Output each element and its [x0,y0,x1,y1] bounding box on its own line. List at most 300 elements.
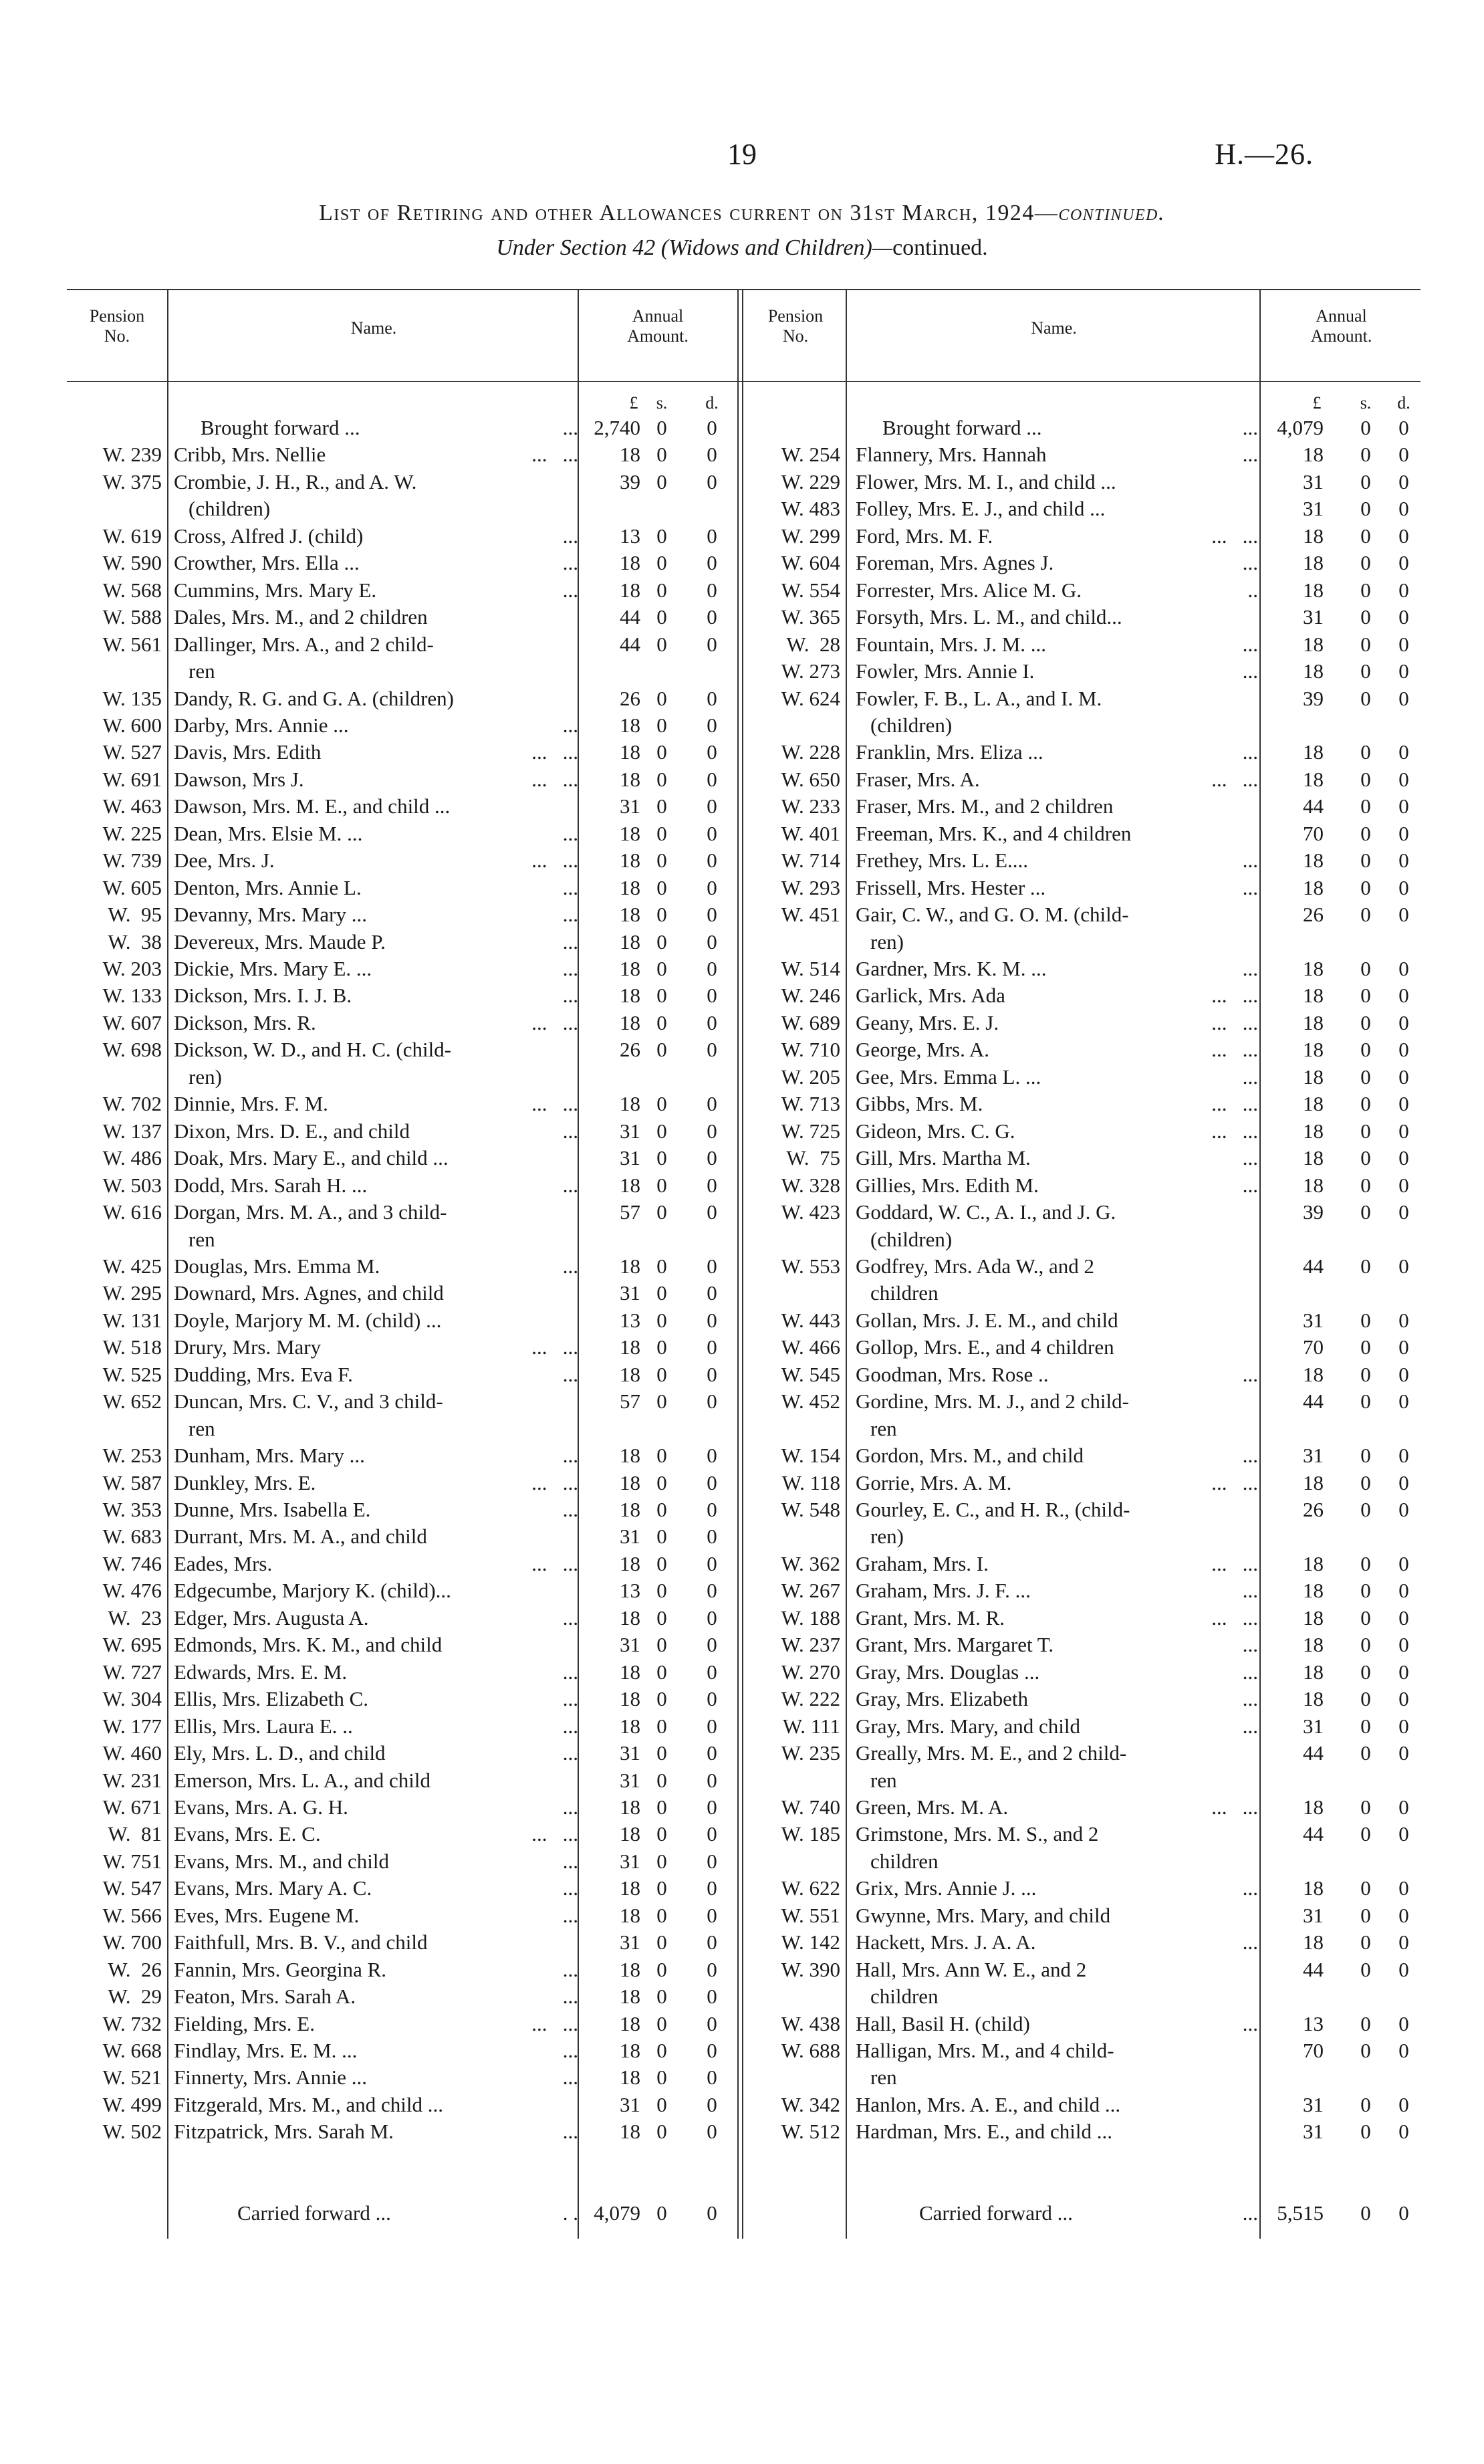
amount-shillings: 0 [656,578,667,602]
amount-shillings: 0 [656,984,667,1007]
amount-shillings: 0 [656,1309,667,1332]
amount-pence: 0 [707,822,717,845]
pension-number: W. 466 [781,1335,840,1359]
amount-shillings: 0 [1360,794,1371,818]
amount-shillings: 0 [1360,849,1371,872]
pension-number: W. 239 [102,443,162,466]
pensioner-name: Gourley, E. C., and H. R., (child- [856,1498,1130,1521]
amount-pence: 0 [1398,1119,1409,1143]
amount-pounds: 18 [1303,578,1324,602]
leader-dots: ... [562,984,578,1007]
amount-shillings: 0 [656,1281,667,1305]
amount-shillings: 0 [656,1092,667,1115]
amount-shillings: 0 [656,1904,667,1927]
amount-pounds: 26 [1303,1498,1324,1521]
pension-number: W. 246 [781,984,840,1007]
amount-pounds: 18 [620,1795,640,1819]
amount-pence: 0 [707,1498,717,1521]
leader-dots: ... [1242,659,1258,683]
amount-shillings: 0 [1360,1876,1371,1900]
pensioner-name: Gray, Mrs. Elizabeth [856,1687,1028,1710]
leader-dots: ... [562,1444,578,1467]
amount-pounds: 18 [620,2039,640,2062]
amount-pence: 0 [1398,740,1409,764]
amount-pence: 0 [707,1904,717,1927]
amount-pence: 0 [1398,1173,1409,1197]
table-top-rule [67,289,1420,290]
pensioner-name-cont: ren) [870,930,904,954]
pension-number: W. 514 [781,957,840,980]
amount-shillings: 0 [1360,1822,1371,1845]
amount-pounds: 18 [1303,876,1324,899]
amount-shillings: 0 [1360,1687,1371,1710]
leader-dots: ... ... [1211,1552,1258,1575]
amount-shillings: 0 [656,1876,667,1900]
amount-pence: 0 [1398,1741,1409,1765]
pensioner-name-cont: ren) [870,1525,904,1548]
pension-number: W. 26 [108,1958,162,1981]
pensioner-name: Flower, Mrs. M. I., and child ... [856,470,1116,493]
pension-number: W. 605 [102,876,162,899]
amount-shillings: 0 [1360,2093,1371,2116]
amount-pence: 0 [1398,849,1409,872]
pensioner-name: Flannery, Mrs. Hannah [856,443,1047,466]
pension-number: W. 502 [102,2120,162,2143]
pension-number: W. 688 [781,2039,840,2062]
leader-dots: ... ... [1211,1119,1258,1143]
pensioner-name: Grix, Mrs. Annie J. ... [856,1876,1037,1900]
leader-dots: ... [562,1173,578,1197]
amount-shillings: 0 [1360,1200,1371,1224]
amount-shillings: 0 [656,1741,667,1765]
leader-dots: ... ... [1211,984,1258,1007]
pensioner-name: Fountain, Mrs. J. M. ... [856,633,1047,656]
amount-pence: 0 [1398,1687,1409,1710]
left-carried-forward-label: Carried forward ... [237,2201,391,2225]
pensioner-name-cont: children [870,1985,939,2008]
pension-number: W. 131 [102,1309,162,1332]
pensioner-name: Faithfull, Mrs. B. V., and child [174,1930,428,1954]
pensioner-name: Geany, Mrs. E. J. [856,1011,999,1034]
amount-pounds: 70 [1303,822,1324,845]
leader-dots: ... ... [531,740,578,764]
amount-pence: 0 [1398,1065,1409,1089]
leader-dots: ... ... [531,2012,578,2035]
right-carried-forward-shillings: 0 [1360,2201,1371,2225]
amount-pence: 0 [707,605,717,629]
pension-number: W. 710 [781,1038,840,1061]
amount-pounds: 44 [620,605,640,629]
amount-pounds: 18 [1303,1092,1324,1115]
amount-pounds: 18 [620,957,640,980]
amount-pence: 0 [707,1471,717,1494]
amount-pounds: 70 [1303,2039,1324,2062]
leader-dots: ... [562,930,578,954]
amount-shillings: 0 [656,2120,667,2143]
pensioner-name-cont: (children) [870,1228,953,1251]
amount-shillings: 0 [656,1471,667,1494]
leader-dots: ... [562,1687,578,1710]
pension-number: W. 237 [781,1633,840,1656]
amount-pounds: 18 [620,740,640,764]
pensioner-name: Darby, Mrs. Annie ... [174,713,349,737]
amount-pounds: 18 [1303,1173,1324,1197]
left-pension-no-header: Pension No. [89,306,145,346]
pensioner-name: Forsyth, Mrs. L. M., and child... [856,605,1122,629]
pensioner-name-cont: ren) [189,1065,222,1089]
amount-shillings: 0 [656,1389,667,1413]
amount-pence: 0 [707,740,717,764]
amount-pounds: 18 [1303,957,1324,980]
amount-pounds: 18 [620,1714,640,1738]
pension-number: W. 691 [102,768,162,791]
pension-number: W. 547 [102,1876,162,1900]
amount-shillings: 0 [1360,1904,1371,1927]
amount-shillings: 0 [656,1958,667,1981]
pensioner-name: Franklin, Mrs. Eliza ... [856,740,1043,764]
leader-dots: ... ... [531,1011,578,1034]
left-brought-forward-pounds: 2,740 [594,416,640,439]
leader-dots: ... [1242,443,1258,466]
amount-shillings: 0 [1360,633,1371,656]
pensioner-name: Evans, Mrs. Mary A. C. [174,1876,372,1900]
amount-pence: 0 [707,794,717,818]
amount-shillings: 0 [656,849,667,872]
pension-number: W. 671 [102,1795,162,1819]
amount-pence: 0 [1398,903,1409,926]
right-name-col-rule [846,289,847,2239]
amount-pence: 0 [1398,1254,1409,1278]
amount-pounds: 26 [620,1038,640,1061]
pensioner-name: Fielding, Mrs. E. [174,2012,315,2035]
pensioner-name: Gideon, Mrs. C. G. [856,1119,1015,1143]
pension-number: W. 295 [102,1281,162,1305]
pensioner-name: Godfrey, Mrs. Ada W., and 2 [856,1254,1095,1278]
amount-pence: 0 [1398,687,1409,710]
amount-pounds: 18 [1303,659,1324,683]
amount-pence: 0 [1398,1606,1409,1630]
left-unit-pounds: £ [629,393,638,413]
pensioner-name: Eades, Mrs. [174,1552,273,1575]
amount-pounds: 18 [620,849,640,872]
pension-number: W. 503 [102,1173,162,1197]
amount-pence: 0 [707,1146,717,1169]
amount-pence: 0 [707,984,717,1007]
pension-number: W. 254 [781,443,840,466]
amount-pence: 0 [1398,768,1409,791]
pensioner-name: Gee, Mrs. Emma L. ... [856,1065,1041,1089]
amount-pence: 0 [1398,1389,1409,1413]
amount-pounds: 31 [620,2093,640,2116]
amount-pounds: 18 [620,1254,640,1278]
amount-pounds: 18 [620,1876,640,1900]
pension-number: W. 650 [781,768,840,791]
amount-pounds: 18 [1303,1038,1324,1061]
amount-shillings: 0 [1360,1660,1371,1684]
amount-shillings: 0 [1360,605,1371,629]
pension-number: W. 483 [781,497,840,520]
left-brought-forward-dots: ... [562,416,578,439]
amount-shillings: 0 [1360,1173,1371,1197]
amount-pence: 0 [707,1363,717,1386]
right-pension-no-header: Pension No. [767,306,824,346]
pension-number: W. 740 [781,1795,840,1819]
amount-pence: 0 [1398,1200,1409,1224]
pensioner-name-cont: ren [189,659,215,683]
amount-shillings: 0 [656,1714,667,1738]
amount-shillings: 0 [656,876,667,899]
amount-pence: 0 [707,1985,717,2008]
amount-pence: 0 [707,470,717,493]
pensioner-name: Hardman, Mrs. E., and child ... [856,2120,1112,2143]
amount-shillings: 0 [1360,822,1371,845]
amount-pence: 0 [1398,605,1409,629]
pension-number: W. 293 [781,876,840,899]
amount-pence: 0 [1398,2093,1409,2116]
left-brought-forward-label: Brought forward ... [201,416,360,439]
amount-shillings: 0 [656,1038,667,1061]
pension-number: W. 548 [781,1498,840,1521]
amount-pence: 0 [1398,1444,1409,1467]
pensioner-name: Downard, Mrs. Agnes, and child [174,1281,444,1305]
leader-dots: ... [562,1714,578,1738]
amount-pounds: 26 [620,687,640,710]
amount-shillings: 0 [1360,578,1371,602]
leader-dots: ... [562,1363,578,1386]
amount-pence: 0 [1398,1904,1409,1927]
pension-number: W. 154 [781,1444,840,1467]
pensioner-name-cont: (children) [189,497,271,520]
leader-dots: ... [1242,633,1258,656]
amount-shillings: 0 [1360,1065,1371,1089]
pensioner-name: Hackett, Mrs. J. A. A. [856,1930,1036,1954]
pension-number: W. 551 [781,1904,840,1927]
pension-number: W. 228 [781,740,840,764]
pension-number: W. 95 [108,903,162,926]
amount-pounds: 18 [1303,1930,1324,1954]
pensioner-name: Dickie, Mrs. Mary E. ... [174,957,372,980]
pensioner-name: Edmonds, Mrs. K. M., and child [174,1633,443,1656]
pension-number: W. 425 [102,1254,162,1278]
amount-pounds: 18 [620,1363,640,1386]
left-carried-forward-pence: 0 [707,2201,717,2225]
pensioner-name: Frissell, Mrs. Hester ... [856,876,1046,899]
leader-dots: ... [562,1985,578,2008]
leader-dots: ... [1242,740,1258,764]
amount-pounds: 18 [620,2012,640,2035]
amount-pence: 0 [707,957,717,980]
pensioner-name: Gillies, Mrs. Edith M. [856,1173,1039,1197]
amount-pounds: 18 [1303,1579,1324,1602]
amount-pounds: 18 [620,984,640,1007]
pensioner-name: Eves, Mrs. Eugene M. [174,1904,360,1927]
amount-pounds: 18 [620,1011,640,1034]
amount-pence: 0 [1398,1714,1409,1738]
amount-pence: 0 [707,1741,717,1765]
amount-pence: 0 [1398,1309,1409,1332]
pensioner-name: Fowler, F. B., L. A., and I. M. [856,687,1102,710]
pensioner-name: Dandy, R. G. and G. A. (children) [174,687,454,710]
amount-pounds: 18 [620,822,640,845]
amount-shillings: 0 [656,470,667,493]
leader-dots: ... ... [1211,1011,1258,1034]
pension-number: W. 38 [108,930,162,954]
pension-number: W. 587 [102,1471,162,1494]
amount-shillings: 0 [656,1660,667,1684]
leader-dots: ... [1242,1146,1258,1169]
pensioner-name: Greally, Mrs. M. E., and 2 child- [856,1741,1127,1765]
amount-shillings: 0 [1360,1335,1371,1359]
amount-pounds: 31 [620,1741,640,1765]
amount-shillings: 0 [1360,1714,1371,1738]
amount-pounds: 18 [1303,1119,1324,1143]
amount-pence: 0 [707,1254,717,1278]
amount-pence: 0 [707,443,717,466]
pensioner-name: Gair, C. W., and G. O. M. (child- [856,903,1129,926]
pension-number: W. 375 [102,470,162,493]
amount-pounds: 31 [620,1119,640,1143]
pension-number: W. 746 [102,1552,162,1575]
amount-pounds: 57 [620,1200,640,1224]
pension-number: W. 203 [102,957,162,980]
amount-pounds: 18 [620,1822,640,1845]
pensioner-name: Dudding, Mrs. Eva F. [174,1363,353,1386]
pensioner-name: Edger, Mrs. Augusta A. [174,1606,369,1630]
amount-pence: 0 [707,1389,717,1413]
amount-pence: 0 [707,1552,717,1575]
amount-pence: 0 [1398,1552,1409,1575]
leader-dots: ... [1242,1633,1258,1656]
amount-shillings: 0 [1360,1471,1371,1494]
pensioner-name: George, Mrs. A. [856,1038,990,1061]
right-brought-forward-label: Brought forward ... [882,416,1042,439]
pensioner-name: Green, Mrs. M. A. [856,1795,1009,1819]
pension-number: W. 229 [781,470,840,493]
pensioner-name: Forrester, Mrs. Alice M. G. [856,578,1082,602]
amount-pence: 0 [1398,1335,1409,1359]
amount-pence: 0 [707,849,717,872]
amount-pounds: 26 [1303,903,1324,926]
amount-pence: 0 [707,2065,717,2089]
amount-pounds: 31 [620,1281,640,1305]
amount-pounds: 18 [1303,1795,1324,1819]
leader-dots: ... ... [1211,768,1258,791]
amount-pence: 0 [1398,1498,1409,1521]
leader-dots: ... [562,1660,578,1684]
pension-number: W. 270 [781,1660,840,1684]
amount-shillings: 0 [656,551,667,574]
pension-number: W. 568 [102,578,162,602]
pension-number: W. 267 [781,1579,840,1602]
amount-pounds: 13 [620,1309,640,1332]
amount-pence: 0 [1398,524,1409,548]
pensioner-name: Gibbs, Mrs. M. [856,1092,983,1115]
pension-number: W. 652 [102,1389,162,1413]
pension-number: W. 225 [102,822,162,845]
pension-number: W. 438 [781,2012,840,2035]
amount-pounds: 18 [620,1606,640,1630]
amount-shillings: 0 [1360,903,1371,926]
amount-pounds: 18 [1303,1363,1324,1386]
right-brought-forward-shillings: 0 [1360,416,1371,439]
pensioner-name: Doak, Mrs. Mary E., and child ... [174,1146,449,1169]
amount-shillings: 0 [1360,1552,1371,1575]
pensioner-name: Dunkley, Mrs. E. [174,1471,316,1494]
leader-dots: ... [1242,1876,1258,1900]
pension-number: W. 486 [102,1146,162,1169]
pension-number: W. 695 [102,1633,162,1656]
left-name-col-rule [167,289,168,2239]
pensioner-name-cont: ren [870,1417,897,1440]
amount-pounds: 18 [620,2120,640,2143]
leader-dots: ... ... [1211,524,1258,548]
pensioner-name: Devanny, Mrs. Mary ... [174,903,367,926]
amount-pounds: 18 [620,443,640,466]
leader-dots: ... ... [1211,1795,1258,1819]
amount-shillings: 0 [1360,659,1371,683]
leader-dots: ... [562,876,578,899]
amount-pounds: 18 [1303,1471,1324,1494]
amount-pounds: 18 [620,1092,640,1115]
leader-dots: ... [562,1958,578,1981]
amount-shillings: 0 [656,930,667,954]
pensioner-name-cont: ren [870,1769,897,1792]
amount-pence: 0 [1398,1146,1409,1169]
leader-dots: ... [562,524,578,548]
pensioner-name: Ely, Mrs. L. D., and child [174,1741,386,1765]
pension-number: W. 525 [102,1363,162,1386]
amount-pounds: 39 [1303,687,1324,710]
amount-shillings: 0 [1360,551,1371,574]
amount-pounds: 31 [620,1525,640,1548]
left-unit-shillings: s. [656,393,668,413]
leader-dots: ... ... [1211,1038,1258,1061]
pensioner-name: Dee, Mrs. J. [174,849,275,872]
subtitle-section: Under Section 42 (Widows and Children)— [496,235,893,260]
amount-pounds: 31 [1303,470,1324,493]
pensioner-name-cont: ren [189,1228,215,1251]
pension-number: W. 566 [102,1904,162,1927]
amount-pence: 0 [707,2039,717,2062]
amount-shillings: 0 [656,687,667,710]
amount-pence: 0 [1398,578,1409,602]
pension-number: W. 725 [781,1119,840,1143]
amount-shillings: 0 [1360,470,1371,493]
amount-pence: 0 [1398,2120,1409,2143]
leader-dots: ... ... [531,768,578,791]
left-carried-forward-shillings: 0 [656,2201,667,2225]
pension-number: W. 751 [102,1850,162,1873]
leader-dots: ... [1242,957,1258,980]
amount-pounds: 39 [620,470,640,493]
pensioner-name: Dickson, Mrs. I. J. B. [174,984,352,1007]
pension-number: W. 118 [781,1471,840,1494]
pension-number: W. 600 [102,713,162,737]
leader-dots: ... [562,578,578,602]
amount-pounds: 18 [1303,551,1324,574]
amount-pounds: 18 [1303,1660,1324,1684]
amount-pence: 0 [1398,1660,1409,1684]
amount-shillings: 0 [1360,2120,1371,2143]
pensioner-name: Graham, Mrs. I. [856,1552,989,1575]
leader-dots: ... [562,1119,578,1143]
amount-pence: 0 [1398,957,1409,980]
pensioner-name: Frethey, Mrs. L. E.... [856,849,1029,872]
amount-pounds: 31 [620,1930,640,1954]
pension-number: W. 443 [781,1309,840,1332]
page-title-cont: continued. [1058,201,1165,225]
amount-pence: 0 [707,1660,717,1684]
